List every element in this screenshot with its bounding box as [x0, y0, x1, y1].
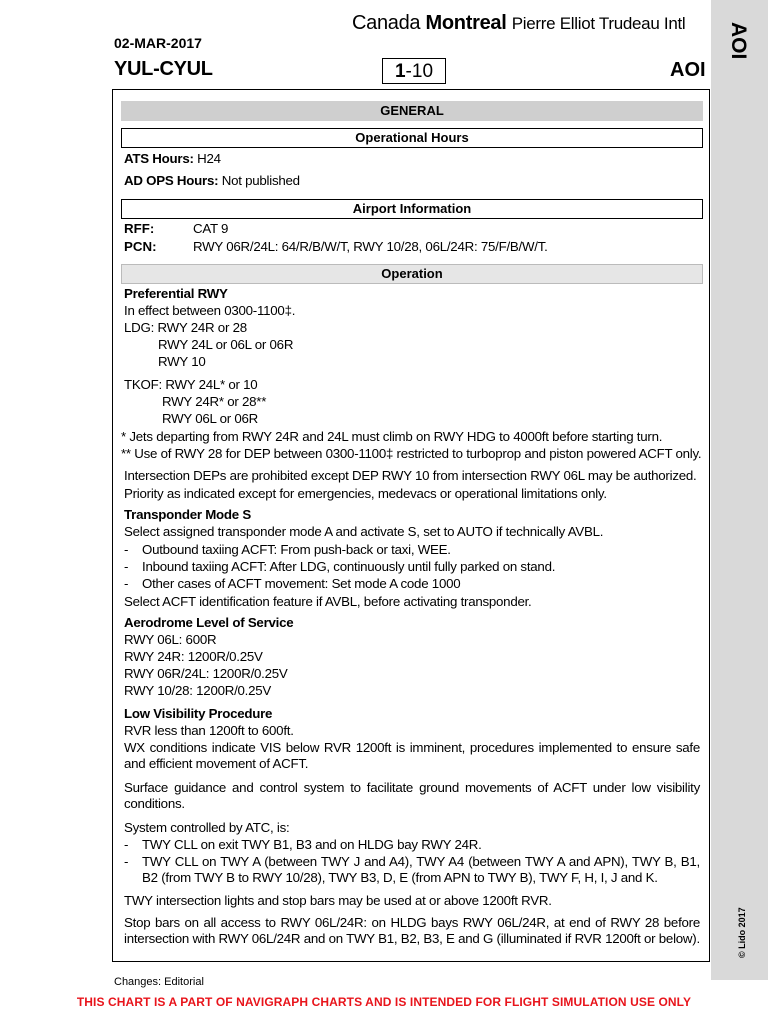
ats-hours: ATS Hours: H24 — [124, 151, 221, 166]
side-strip — [711, 88, 768, 980]
transponder-outro: Select ACFT identification feature if AVBL, before activating transponder. — [124, 594, 532, 609]
list-item: - Inbound taxiing ACFT: After LDG, continuously until fully parked on stand. — [124, 559, 556, 574]
als-line: RWY 10/28: 1200R/0.25V — [124, 683, 272, 698]
list-item: - TWY CLL on exit TWY B1, B3 and on HLDG bay RWY 24R. — [124, 837, 482, 852]
als-line: RWY 24R: 1200R/0.25V — [124, 649, 263, 664]
page-number — [382, 58, 446, 84]
lvp-line: RVR less than 1200ft to 600ft. — [124, 723, 294, 738]
lvp-paragraph: TWY intersection lights and stop bars may be used at or above 1200ft RVR. — [124, 893, 552, 908]
pref-line: Priority as indicated except for emergencies, medevacs or operational limitations only. — [124, 486, 607, 501]
lvp-paragraph: Stop bars on all access to RWY 06L/24R: on HLDG bays RWY 06L/24R, at end of RWY 28 before intersection with RWY 06L/24R and on TWY B1, B2, B3, E and G (illuminated if RVR 1200ft or below). — [124, 915, 700, 946]
section-tab-label: AOI — [727, 22, 750, 60]
pref-line: RWY 06L or 06R — [162, 411, 259, 426]
usage-warning: THIS CHART IS A PART OF NAVIGRAPH CHARTS AND IS INTENDED FOR FLIGHT SIMULATION USE ONLY — [76, 995, 692, 1009]
als-title: Aerodrome Level of Service — [124, 615, 294, 630]
als-line: RWY 06L: 600R — [124, 632, 217, 647]
transponder-intro: Select assigned transponder mode A and activate S, set to AUTO if technically AVBL. — [124, 524, 604, 539]
copyright: © Lido 2017 — [737, 907, 747, 958]
pref-line: RWY 24L or 06L or 06R — [158, 337, 294, 352]
operation-header: Operation — [121, 264, 703, 284]
airport-name: Pierre Elliot Trudeau Intl — [511, 14, 686, 33]
pref-note: ** Use of RWY 28 for DEP between 0300-1100‡ restricted to turboprop and piston powered ACFT only. — [121, 446, 702, 461]
preferential-rwy-title: Preferential RWY — [124, 286, 228, 301]
pref-note: * Jets departing from RWY 24R and 24L must climb on RWY HDG to 4000ft before starting turn. — [121, 429, 663, 444]
lvp-atc: System controlled by ATC, is: — [124, 820, 290, 835]
country: Canada — [352, 12, 421, 34]
header-location — [352, 12, 685, 35]
pref-line: RWY 10 — [158, 354, 206, 369]
chart-date: 02-MAR-2017 — [114, 35, 202, 51]
pcn-value: RWY 06R/24L: 64/R/B/W/T, RWY 10/28, 06L/24R: 75/F/B/W/T. — [193, 239, 548, 254]
adops-hours: AD OPS Hours: Not published — [124, 173, 300, 188]
changes-note: Changes: Editorial — [114, 976, 204, 988]
city: Montreal — [425, 12, 507, 34]
pcn-label: PCN: — [124, 239, 157, 254]
list-item: - Other cases of ACFT movement: Set mode A code 1000 — [124, 576, 461, 591]
pref-line: In effect between 0300-1100‡. — [124, 303, 296, 318]
list-item: - Outbound taxiing ACFT: From push-back or taxi, WEE. — [124, 542, 451, 557]
rff-label: RFF: — [124, 221, 155, 236]
pref-line: LDG: RWY 24R or 28 — [124, 320, 247, 335]
airport-information-header: Airport Information — [121, 199, 703, 219]
pref-line: Intersection DEPs are prohibited except DEP RWY 10 from intersection RWY 06L may be authorized. — [124, 468, 697, 483]
airport-code: YUL-CYUL — [114, 58, 213, 80]
lvp-title: Low Visibility Procedure — [124, 706, 273, 721]
pref-line: TKOF: RWY 24L* or 10 — [124, 377, 258, 392]
transponder-title: Transponder Mode S — [124, 507, 252, 522]
lvp-paragraph: WX conditions indicate VIS below RVR 1200ft is imminent, procedures implemented to ensure safe and efficient movement of ACFT. — [124, 740, 700, 771]
general-header: GENERAL — [121, 101, 703, 121]
pref-line: RWY 24R* or 28** — [162, 394, 267, 409]
page-major: 1 — [394, 61, 406, 82]
operational-hours-header: Operational Hours — [121, 128, 703, 148]
page-minor: -10 — [405, 61, 434, 82]
lvp-paragraph: Surface guidance and control system to facilitate ground movements of ACFT under low visibility conditions. — [124, 780, 700, 811]
als-line: RWY 06R/24L: 1200R/0.25V — [124, 666, 288, 681]
list-item: - TWY CLL on TWY A (between TWY J and A4), TWY A4 (between TWY A and APN), TWY B, B1, B2 (from TWY B to RWY 10/28), TWY B3, D, E (from APN to TWY B), TWY F, H, I, J and K. — [124, 854, 700, 885]
rff-value: CAT 9 — [193, 221, 229, 236]
section-code: AOI — [670, 59, 706, 81]
